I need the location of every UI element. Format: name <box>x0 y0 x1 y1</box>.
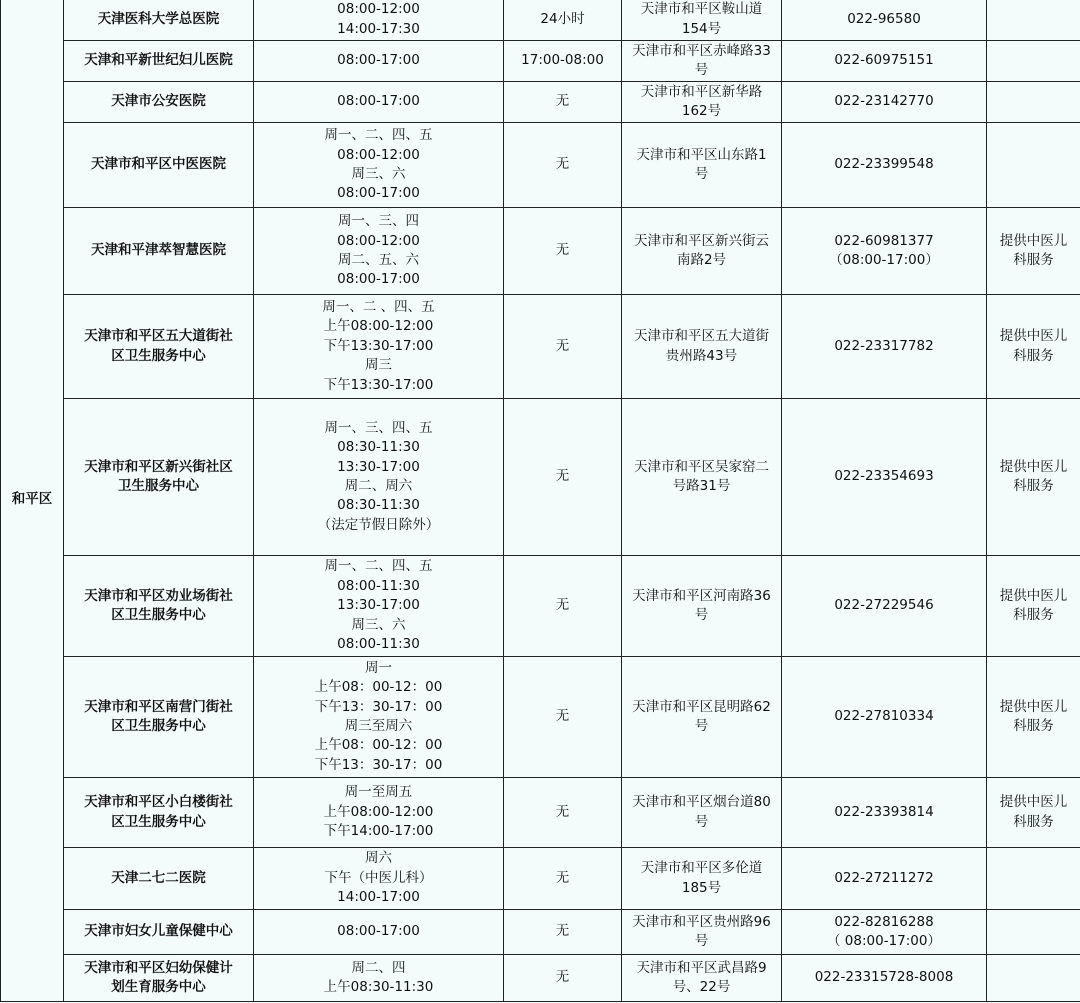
hospital-name-cell <box>64 778 254 848</box>
cell-text-line: 周三至周六 <box>344 718 413 734</box>
emergency-hours-cell <box>504 123 622 208</box>
emergency-hours-cell <box>504 778 622 848</box>
table-row <box>1 295 1080 399</box>
cell-text-line: 13:30-17:00 <box>337 597 420 614</box>
cell-text-line: 上午08：00-12：00 <box>314 737 443 754</box>
cell-text-line: 天津和平津萃智慧医院 <box>91 242 226 259</box>
cell-text-line: 14:00-17:00 <box>337 889 420 906</box>
cell-text-line: 022-27229546 <box>834 597 934 614</box>
cell-text-line: 区卫生服务中心 <box>111 607 206 623</box>
service-hours-cell <box>254 848 504 910</box>
cell-text-line: 无 <box>555 969 570 986</box>
service-hours-cell <box>254 123 504 208</box>
service-hours-cell <box>254 778 504 848</box>
cell-text-line: 无 <box>555 708 570 725</box>
cell-text-line: 周三、六 <box>351 166 406 182</box>
cell-text-line: 天津二七二医院 <box>111 869 206 886</box>
note-cell <box>987 848 1080 910</box>
cell-text-line: 天津市和平区中医医院 <box>91 156 226 173</box>
address-cell <box>622 848 782 910</box>
service-hours-cell <box>254 0 504 41</box>
cell-text-line: 下午13:30-17:00 <box>323 337 434 354</box>
cell-text-line: 号路31号 <box>672 478 731 494</box>
cell-text-line: 周一、三、四 <box>338 213 419 230</box>
cell-text-line: 08:00-17:00 <box>337 923 420 940</box>
cell-text-line: 号 <box>694 607 709 623</box>
cell-text-line: 下午13：30-17：00 <box>314 756 443 773</box>
cell-text-line: （ 08:00-17:00） <box>827 933 941 949</box>
cell-text-line: 022-23399548 <box>834 156 934 173</box>
note-cell <box>987 955 1080 1002</box>
table-row <box>1 0 1080 41</box>
cell-text-line: 天津市和平区五大道街 <box>634 328 769 345</box>
phone-cell <box>782 556 987 657</box>
address-cell <box>622 399 782 556</box>
hospital-name-cell <box>64 123 254 208</box>
cell-text-line: 周二、周六 <box>344 478 413 494</box>
table-row <box>1 41 1080 82</box>
cell-text-line: 号 <box>694 62 709 78</box>
cell-text-line: 022-96580 <box>847 10 921 27</box>
phone-cell <box>782 778 987 848</box>
cell-text-line: 022-23315728-8008 <box>814 969 954 986</box>
cell-text-line: 022-60975151 <box>834 52 934 69</box>
cell-text-line: 162号 <box>681 103 722 119</box>
emergency-hours-cell <box>504 910 622 955</box>
note-cell <box>987 657 1080 778</box>
cell-text-line: 185号 <box>681 879 722 896</box>
table-row <box>1 848 1080 910</box>
service-hours-cell <box>254 208 504 295</box>
cell-text-line: 上午08:00-12:00 <box>323 803 434 820</box>
cell-text-line: 天津市和平区河南路36 <box>632 587 771 604</box>
emergency-hours-cell <box>504 0 622 41</box>
emergency-hours-cell <box>504 657 622 778</box>
service-hours-cell <box>254 955 504 1002</box>
hospital-name-cell <box>64 556 254 657</box>
table-row <box>1 399 1080 556</box>
cell-text-line: 08:00-17:00 <box>337 185 420 202</box>
cell-text-line: 号 <box>694 718 709 734</box>
cell-text-line: 022-27211272 <box>834 869 934 886</box>
note-cell <box>987 295 1080 399</box>
phone-cell <box>782 955 987 1002</box>
cell-text-line: 下午14:00-17:00 <box>323 823 434 840</box>
cell-text-line: 周一、二、四、五 <box>324 127 433 144</box>
cell-text-line: 08:00-17:00 <box>337 271 420 288</box>
cell-text-line: 无 <box>555 156 570 173</box>
cell-text-line: 周一至周五 <box>344 784 413 801</box>
cell-text-line: 号 <box>694 813 709 830</box>
cell-text-line: 无 <box>555 93 570 110</box>
address-cell <box>622 82 782 123</box>
table-body <box>1 0 1080 1002</box>
cell-text-line: 天津市和平区昆明路62 <box>632 698 771 715</box>
address-cell <box>622 657 782 778</box>
table-row <box>1 208 1080 295</box>
cell-text-line: 科服务 <box>1013 813 1054 830</box>
phone-cell <box>782 0 987 41</box>
cell-text-line: 周一、二 、四、五 <box>322 298 435 315</box>
cell-text-line: 划生育服务中心 <box>111 979 206 995</box>
cell-text-line: 022-82816288 <box>834 913 934 930</box>
table-row <box>1 955 1080 1002</box>
phone-cell <box>782 657 987 778</box>
emergency-hours-cell <box>504 848 622 910</box>
hospital-name-cell <box>64 82 254 123</box>
cell-text-line: 天津市和平区鞍山道 <box>640 1 763 18</box>
emergency-hours-cell <box>504 295 622 399</box>
table-row <box>1 123 1080 208</box>
cell-text-line: 天津市和平区烟台道80 <box>632 794 771 811</box>
cell-text-line: 周一 <box>365 659 392 676</box>
hospital-name-cell <box>64 657 254 778</box>
phone-cell <box>782 295 987 399</box>
cell-text-line: 天津市和平区新华路 <box>640 83 763 100</box>
table-row <box>1 657 1080 778</box>
cell-text-line: 24小时 <box>540 10 585 27</box>
cell-text-line: 天津市和平区五大道街社 <box>84 328 233 345</box>
address-cell <box>622 955 782 1002</box>
cell-text-line: 天津市妇女儿童保健中心 <box>84 923 233 940</box>
service-hours-cell <box>254 657 504 778</box>
cell-text-line: 周二、五、六 <box>338 252 419 268</box>
cell-text-line: 提供中医儿 <box>999 794 1068 811</box>
cell-text-line: 17:00-08:00 <box>521 52 604 69</box>
cell-text-line: 022-23142770 <box>834 93 934 110</box>
cell-text-line: 号 <box>694 933 709 949</box>
cell-text-line: 022-23317782 <box>834 337 934 354</box>
cell-text-line: 周六 <box>365 850 392 867</box>
cell-text-line: 022-27810334 <box>834 708 934 725</box>
note-cell <box>987 208 1080 295</box>
cell-text-line: 下午13:30-17:00 <box>323 376 434 393</box>
cell-text-line: 区卫生服务中心 <box>111 718 206 734</box>
cell-text-line: 无 <box>555 869 570 886</box>
cell-text-line: 天津市和平区山东路1 <box>636 146 767 163</box>
cell-text-line: 科服务 <box>1013 607 1054 623</box>
cell-text-line: 无 <box>555 923 570 940</box>
district-cell: 和平区 <box>1 0 64 1002</box>
note-cell <box>987 123 1080 208</box>
hospital-name-cell <box>64 41 254 82</box>
cell-text-line: 13:30-17:00 <box>337 458 420 475</box>
address-cell <box>622 778 782 848</box>
cell-text-line: 08:00-12:00 <box>337 232 420 249</box>
phone-cell <box>782 123 987 208</box>
address-cell <box>622 41 782 82</box>
cell-text-line: 提供中医儿 <box>999 458 1068 475</box>
cell-text-line: 08:00-17:00 <box>337 93 420 110</box>
cell-text-line: 上午08:00-12:00 <box>323 318 434 335</box>
service-hours-cell <box>254 82 504 123</box>
service-hours-cell <box>254 399 504 556</box>
cell-text-line: 号、22号 <box>672 979 731 995</box>
cell-text-line: 区卫生服务中心 <box>111 813 206 830</box>
note-cell <box>987 556 1080 657</box>
cell-text-line: 天津市和平区妇幼保健计 <box>84 959 233 976</box>
cell-text-line: 科服务 <box>1013 347 1054 364</box>
cell-text-line: 无 <box>555 337 570 354</box>
note-cell <box>987 778 1080 848</box>
cell-text-line: （08:00-17:00） <box>829 252 939 268</box>
cell-text-line: 154号 <box>681 20 722 37</box>
address-cell <box>622 208 782 295</box>
cell-text-line: 无 <box>555 597 570 614</box>
cell-text-line: 天津市和平区新兴街社区 <box>84 458 233 475</box>
address-cell <box>622 295 782 399</box>
cell-text-line: 周一、二、四、五 <box>324 558 433 575</box>
cell-text-line: 贵州路43号 <box>665 347 738 364</box>
cell-text-line: 天津市和平区武昌路9 <box>636 959 767 976</box>
cell-text-line: 天津市和平区贵州路96 <box>632 913 771 930</box>
cell-text-line: 上午08：00-12：00 <box>314 679 443 696</box>
cell-text-line: 天津市和平区赤峰路33 <box>632 42 771 59</box>
cell-text-line: 天津市公安医院 <box>111 93 206 110</box>
cell-text-line: 无 <box>555 242 570 259</box>
service-hours-cell <box>254 910 504 955</box>
hospital-name-cell <box>64 208 254 295</box>
cell-text-line: 天津市和平区吴家窑二 <box>634 458 769 475</box>
cell-text-line: （法定节假日除外） <box>317 516 440 533</box>
note-cell <box>987 0 1080 41</box>
phone-cell <box>782 399 987 556</box>
cell-text-line: 08:00-12:00 <box>337 146 420 163</box>
emergency-hours-cell <box>504 41 622 82</box>
hospital-name-cell <box>64 0 254 41</box>
note-cell <box>987 41 1080 82</box>
table-row <box>1 82 1080 123</box>
cell-text-line: 08:00-17:00 <box>337 52 420 69</box>
cell-text-line: 上午08:30-11:30 <box>323 979 434 995</box>
cell-text-line: 提供中医儿 <box>999 232 1068 249</box>
cell-text-line: 周三 <box>365 357 392 374</box>
cell-text-line: 无 <box>555 803 570 820</box>
service-hours-cell <box>254 295 504 399</box>
cell-text-line: 08:00-11:30 <box>337 577 420 594</box>
table-row <box>1 556 1080 657</box>
hospital-name-cell <box>64 295 254 399</box>
cell-text-line: 卫生服务中心 <box>118 478 199 494</box>
cell-text-line: 科服务 <box>1013 252 1054 268</box>
phone-cell <box>782 848 987 910</box>
phone-cell <box>782 82 987 123</box>
emergency-hours-cell <box>504 82 622 123</box>
cell-text-line: 无 <box>555 468 570 485</box>
cell-text-line: 下午13：30-17：00 <box>314 698 443 715</box>
cell-text-line: 提供中医儿 <box>999 698 1068 715</box>
emergency-hours-cell <box>504 556 622 657</box>
address-cell <box>622 123 782 208</box>
table-row <box>1 778 1080 848</box>
note-cell <box>987 82 1080 123</box>
emergency-hours-cell <box>504 955 622 1002</box>
cell-text-line: 周二、四 <box>351 959 406 976</box>
address-cell <box>622 910 782 955</box>
cell-text-line: 天津医科大学总医院 <box>97 10 220 27</box>
cell-text-line: 022-23354693 <box>834 468 934 485</box>
service-hours-cell <box>254 556 504 657</box>
note-cell <box>987 399 1080 556</box>
cell-text-line: 南路2号 <box>676 252 727 268</box>
emergency-hours-cell <box>504 208 622 295</box>
hospital-name-cell <box>64 910 254 955</box>
cell-text-line: 14:00-17:30 <box>337 20 420 37</box>
cell-text-line: 天津市和平区南营门街社 <box>84 698 233 715</box>
cell-text-line: 号 <box>694 166 709 182</box>
table-row <box>1 910 1080 955</box>
cell-text-line: 天津市和平区新兴街云 <box>634 232 769 249</box>
cell-text-line: 08:00-11:30 <box>337 636 420 653</box>
cell-text-line: 天津市和平区劝业场街社 <box>84 587 233 604</box>
cell-text-line: 下午（中医儿科） <box>324 869 433 886</box>
cell-text-line: 周一、三、四、五 <box>324 419 433 436</box>
note-cell <box>987 910 1080 955</box>
hospital-name-cell <box>64 848 254 910</box>
address-cell <box>622 0 782 41</box>
phone-cell <box>782 208 987 295</box>
cell-text-line: 天津市和平区小白楼街社 <box>84 794 233 811</box>
cell-text-line: 08:30-11:30 <box>337 439 420 456</box>
phone-cell <box>782 910 987 955</box>
cell-text-line: 08:00-12:00 <box>337 1 420 18</box>
cell-text-line: 天津市和平区多伦道 <box>640 860 763 877</box>
cell-text-line: 区卫生服务中心 <box>111 347 206 364</box>
emergency-hours-cell <box>504 399 622 556</box>
cell-text-line: 科服务 <box>1013 718 1054 734</box>
cell-text-line: 提供中医儿 <box>999 328 1068 345</box>
hospital-name-cell <box>64 399 254 556</box>
phone-cell <box>782 41 987 82</box>
cell-text-line: 周三、六 <box>351 616 406 633</box>
hospital-name-cell <box>64 955 254 1002</box>
address-cell <box>622 556 782 657</box>
service-hours-cell <box>254 41 504 82</box>
cell-text-line: 022-60981377 <box>834 232 934 249</box>
cell-text-line: 天津和平新世纪妇儿医院 <box>84 52 233 69</box>
cell-text-line: 提供中医儿 <box>999 587 1068 604</box>
cell-text-line: 08:30-11:30 <box>337 497 420 514</box>
cell-text-line: 科服务 <box>1013 478 1054 494</box>
cell-text-line: 022-23393814 <box>834 803 934 820</box>
